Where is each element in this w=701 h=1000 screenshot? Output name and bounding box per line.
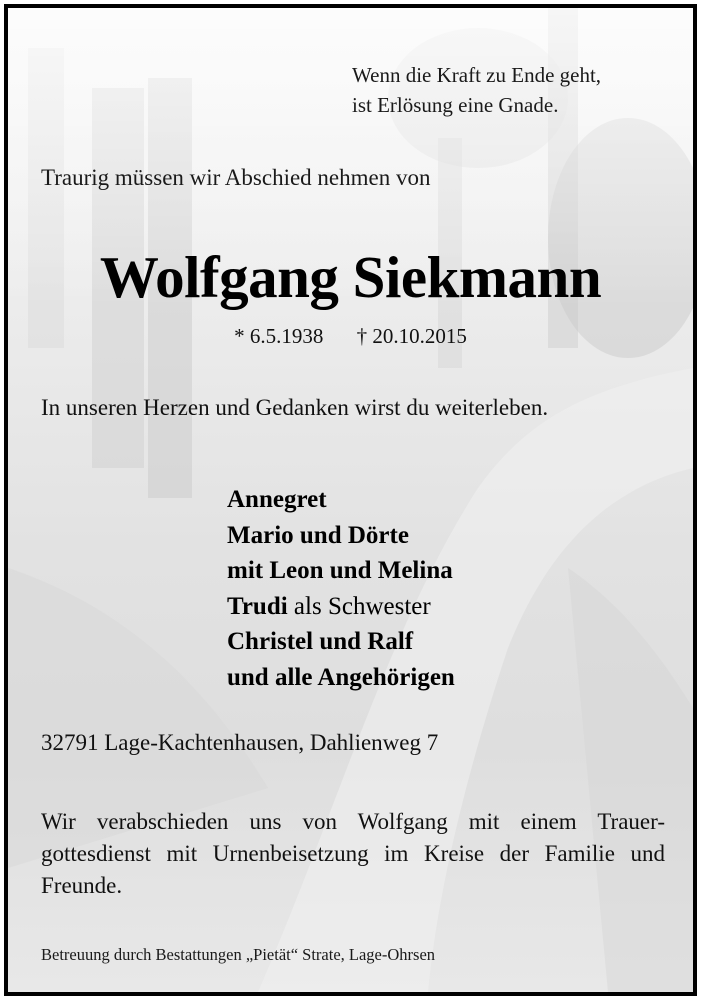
motto-verse (352, 60, 601, 120)
motto-line-2: ist Erlösung eine Gnade. (352, 93, 559, 117)
mourner-line: Annegret (227, 486, 327, 513)
mourner-line: und alle Angehörigen (227, 663, 455, 691)
tagline-text: In unseren Herzen und Gedanken wirst du weiterleben. (41, 395, 549, 420)
deceased-name: Wolfgang Siekmann (99, 244, 602, 310)
mourner-line: mit Leon und Melina (227, 557, 453, 584)
mourners-list (227, 482, 455, 695)
undertaker-credit: Betreuung durch Bestattungen „Pietät“ Strate, Lage-Ohrsen (41, 945, 436, 964)
mourner-line: Christel und Ralf (227, 628, 414, 655)
motto-line-1: Wenn die Kraft zu Ende geht, (352, 63, 602, 87)
family-address: 32791 Lage-Kachtenhausen, Dahlienweg 7 (41, 730, 439, 755)
death-date: † 20.10.2015 (356, 324, 467, 348)
service-notice: Wir verabschieden uns von Wolfgang mit einem Trauer-gottesdienst mit Urnenbeisetzung im Kreise der Familie und Freunde. (41, 809, 665, 898)
obituary-card (4, 4, 697, 996)
mourner-line: Mario und Dörte (227, 521, 409, 549)
intro-text: Traurig müssen wir Abschied nehmen von (41, 165, 431, 190)
birth-date: * 6.5.1938 (234, 324, 324, 348)
life-dates (8, 324, 693, 349)
mourner-line: Trudi als Schwester (227, 592, 431, 620)
